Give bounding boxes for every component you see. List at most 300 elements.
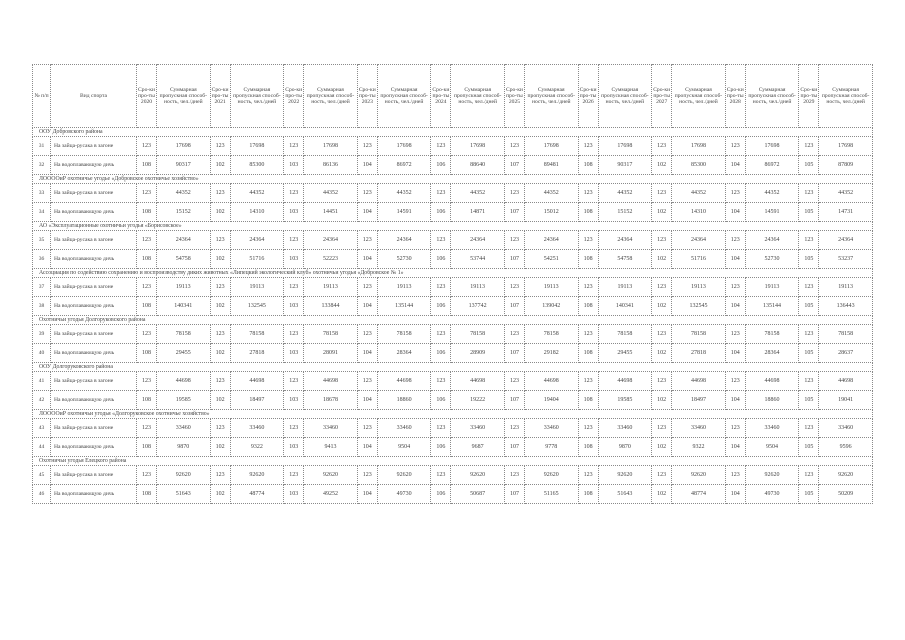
section-title: Ассоциация по содействию сохранению и воспроизводству диких животных «Липецкий экологический клуб» охотничьи угодья «Добровское № 1» [33, 269, 873, 278]
column-header: Сро-ки про-ты 2025 [504, 65, 524, 128]
section-title: ООУ Добровского района [33, 128, 873, 137]
section-title: ЛООООиР охотничье угодье «Добровское охотничье хозяйство» [33, 175, 873, 184]
capacity-cell: 19585 [598, 391, 652, 410]
section-title: Охотничьи угодья Долгоруковского района [33, 316, 873, 325]
term-cell: 123 [210, 466, 230, 485]
capacity-cell: 24364 [819, 231, 873, 250]
column-header: Сро-ки про-ты 2028 [725, 65, 745, 128]
capacity-cell: 135144 [377, 297, 431, 316]
table-row [33, 344, 873, 363]
sport-type: На зайца-русака в загоне [51, 184, 137, 203]
table-row [33, 250, 873, 269]
column-header: № п/п [33, 65, 51, 128]
term-cell: 108 [578, 203, 598, 222]
term-cell: 123 [799, 137, 819, 156]
term-cell: 123 [652, 372, 672, 391]
capacity-cell: 52223 [304, 250, 358, 269]
capacity-cell: 52730 [377, 250, 431, 269]
column-header: Суммарная пропускная способ-ность, чел./дней [304, 65, 358, 128]
capacity-cell: 44352 [745, 184, 799, 203]
sport-type: На водоплавающую дичь [51, 344, 137, 363]
term-cell: 105 [799, 485, 819, 504]
column-header: Вид спорта [51, 65, 137, 128]
term-cell: 123 [431, 231, 451, 250]
capacity-cell: 9504 [745, 438, 799, 457]
table-row [33, 438, 873, 457]
capacity-cell: 92620 [524, 466, 578, 485]
term-cell: 123 [137, 278, 157, 297]
term-cell: 123 [652, 184, 672, 203]
capacity-cell: 78158 [672, 325, 726, 344]
section-row [33, 175, 873, 184]
capacity-cell: 18497 [672, 391, 726, 410]
capacity-cell: 44698 [672, 372, 726, 391]
term-cell: 123 [725, 137, 745, 156]
term-cell: 107 [504, 485, 524, 504]
term-cell: 106 [431, 344, 451, 363]
row-number: 45 [33, 466, 51, 485]
term-cell: 102 [210, 344, 230, 363]
capacity-cell: 86136 [304, 156, 358, 175]
term-cell: 123 [431, 278, 451, 297]
capacity-cell: 136443 [819, 297, 873, 316]
document-page [32, 64, 872, 504]
term-cell: 104 [357, 297, 377, 316]
term-cell: 123 [431, 466, 451, 485]
term-cell: 103 [284, 297, 304, 316]
term-cell: 108 [137, 250, 157, 269]
table-row [33, 466, 873, 485]
term-cell: 102 [210, 156, 230, 175]
capacity-cell: 24364 [157, 231, 211, 250]
capacity-cell: 44698 [745, 372, 799, 391]
capacity-cell: 44352 [524, 184, 578, 203]
sport-type: На водоплавающую дичь [51, 391, 137, 410]
capacity-cell: 48774 [672, 485, 726, 504]
term-cell: 108 [578, 344, 598, 363]
sport-type: На водоплавающую дичь [51, 250, 137, 269]
capacity-cell: 49730 [377, 485, 431, 504]
capacity-cell: 33460 [819, 419, 873, 438]
column-header: Суммарная пропускная способ-ность, чел./дней [451, 65, 505, 128]
row-number: 38 [33, 297, 51, 316]
sport-type: На зайца-русака в загоне [51, 231, 137, 250]
term-cell: 123 [504, 278, 524, 297]
capacity-cell: 88640 [451, 156, 505, 175]
row-number: 35 [33, 231, 51, 250]
capacity-cell: 53744 [451, 250, 505, 269]
term-cell: 103 [284, 250, 304, 269]
column-header: Сро-ки про-ты 2024 [431, 65, 451, 128]
sport-type: На водоплавающую дичь [51, 297, 137, 316]
term-cell: 123 [578, 137, 598, 156]
capacity-cell: 50687 [451, 485, 505, 504]
table-row [33, 231, 873, 250]
capacity-cell: 85300 [672, 156, 726, 175]
term-cell: 123 [799, 231, 819, 250]
capacity-cell: 19113 [598, 278, 652, 297]
capacity-cell: 27818 [672, 344, 726, 363]
capacity-cell: 49252 [304, 485, 358, 504]
capacity-cell: 86972 [745, 156, 799, 175]
capacity-cell: 92620 [304, 466, 358, 485]
term-cell: 102 [652, 203, 672, 222]
term-cell: 102 [210, 485, 230, 504]
column-header: Сро-ки про-ты 2021 [210, 65, 230, 128]
term-cell: 123 [357, 231, 377, 250]
capacity-cell: 9596 [819, 438, 873, 457]
capacity-cell: 29455 [598, 344, 652, 363]
term-cell: 123 [210, 184, 230, 203]
capacity-cell: 92620 [745, 466, 799, 485]
table-body [33, 128, 873, 504]
capacity-cell: 17698 [672, 137, 726, 156]
term-cell: 104 [357, 344, 377, 363]
capacity-cell: 140341 [157, 297, 211, 316]
table-row [33, 156, 873, 175]
capacity-cell: 87809 [819, 156, 873, 175]
term-cell: 103 [284, 156, 304, 175]
term-cell: 123 [284, 419, 304, 438]
term-cell: 123 [284, 184, 304, 203]
capacity-cell: 18860 [377, 391, 431, 410]
term-cell: 123 [799, 419, 819, 438]
capacity-cell: 48774 [230, 485, 284, 504]
term-cell: 123 [725, 278, 745, 297]
capacity-cell: 44352 [157, 184, 211, 203]
term-cell: 123 [210, 278, 230, 297]
term-cell: 108 [137, 391, 157, 410]
term-cell: 102 [210, 297, 230, 316]
column-header: Сро-ки про-ты 2023 [357, 65, 377, 128]
table-row [33, 485, 873, 504]
term-cell: 102 [652, 438, 672, 457]
table-row [33, 325, 873, 344]
capacity-cell: 92620 [819, 466, 873, 485]
row-number: 36 [33, 250, 51, 269]
term-cell: 104 [357, 485, 377, 504]
capacity-cell: 78158 [304, 325, 358, 344]
term-cell: 106 [431, 297, 451, 316]
term-cell: 123 [137, 184, 157, 203]
capacity-cell: 44352 [230, 184, 284, 203]
term-cell: 123 [504, 325, 524, 344]
column-header: Сро-ки про-ты 2027 [652, 65, 672, 128]
capacity-cell: 17698 [230, 137, 284, 156]
capacity-cell: 19113 [745, 278, 799, 297]
term-cell: 102 [652, 250, 672, 269]
term-cell: 123 [137, 231, 157, 250]
section-row [33, 363, 873, 372]
capacity-cell: 44352 [304, 184, 358, 203]
term-cell: 123 [137, 325, 157, 344]
capacity-cell: 51643 [157, 485, 211, 504]
capacity-cell: 24364 [377, 231, 431, 250]
term-cell: 102 [652, 391, 672, 410]
term-cell: 123 [504, 137, 524, 156]
capacity-cell: 14871 [451, 203, 505, 222]
row-number: 42 [33, 391, 51, 410]
term-cell: 104 [725, 203, 745, 222]
row-number: 31 [33, 137, 51, 156]
capacity-cell: 33460 [598, 419, 652, 438]
capacity-cell: 14591 [745, 203, 799, 222]
term-cell: 105 [799, 250, 819, 269]
capacity-cell: 33460 [230, 419, 284, 438]
term-cell: 108 [578, 250, 598, 269]
term-cell: 123 [284, 278, 304, 297]
row-number: 32 [33, 156, 51, 175]
section-row [33, 269, 873, 278]
capacity-cell: 92620 [672, 466, 726, 485]
term-cell: 123 [137, 137, 157, 156]
term-cell: 108 [137, 485, 157, 504]
table-header-row [33, 65, 873, 128]
sport-type: На зайца-русака в загоне [51, 325, 137, 344]
capacity-cell: 19041 [819, 391, 873, 410]
column-header: Сро-ки про-ты 2029 [799, 65, 819, 128]
capacity-table [32, 64, 873, 504]
column-header: Суммарная пропускная способ-ность, чел./дней [230, 65, 284, 128]
row-number: 41 [33, 372, 51, 391]
capacity-cell: 140341 [598, 297, 652, 316]
capacity-cell: 9504 [377, 438, 431, 457]
capacity-cell: 54251 [524, 250, 578, 269]
capacity-cell: 19585 [157, 391, 211, 410]
term-cell: 103 [284, 438, 304, 457]
term-cell: 102 [652, 297, 672, 316]
row-number: 37 [33, 278, 51, 297]
term-cell: 108 [578, 156, 598, 175]
term-cell: 108 [578, 485, 598, 504]
term-cell: 105 [799, 391, 819, 410]
term-cell: 123 [357, 137, 377, 156]
row-number: 33 [33, 184, 51, 203]
capacity-cell: 9322 [672, 438, 726, 457]
capacity-cell: 19113 [451, 278, 505, 297]
term-cell: 123 [137, 372, 157, 391]
term-cell: 123 [799, 184, 819, 203]
capacity-cell: 17698 [745, 137, 799, 156]
capacity-cell: 44698 [230, 372, 284, 391]
capacity-cell: 15152 [598, 203, 652, 222]
capacity-cell: 52730 [745, 250, 799, 269]
term-cell: 107 [504, 391, 524, 410]
capacity-cell: 33460 [524, 419, 578, 438]
capacity-cell: 29455 [157, 344, 211, 363]
capacity-cell: 24364 [304, 231, 358, 250]
term-cell: 123 [799, 466, 819, 485]
capacity-cell: 44352 [819, 184, 873, 203]
term-cell: 123 [652, 137, 672, 156]
capacity-cell: 28909 [451, 344, 505, 363]
row-number: 40 [33, 344, 51, 363]
term-cell: 102 [652, 344, 672, 363]
capacity-cell: 9870 [157, 438, 211, 457]
term-cell: 104 [725, 485, 745, 504]
term-cell: 103 [284, 391, 304, 410]
capacity-cell: 78158 [524, 325, 578, 344]
table-row [33, 297, 873, 316]
capacity-cell: 17698 [157, 137, 211, 156]
capacity-cell: 85300 [230, 156, 284, 175]
capacity-cell: 28364 [377, 344, 431, 363]
section-title: ЛООООиР охотничьи угодья «Долгоруковское охотничье хозяйство» [33, 410, 873, 419]
table-row [33, 137, 873, 156]
term-cell: 107 [504, 438, 524, 457]
term-cell: 104 [357, 250, 377, 269]
capacity-cell: 15012 [524, 203, 578, 222]
table-row [33, 372, 873, 391]
capacity-cell: 14310 [230, 203, 284, 222]
capacity-cell: 51716 [230, 250, 284, 269]
term-cell: 105 [799, 438, 819, 457]
term-cell: 123 [799, 372, 819, 391]
term-cell: 106 [431, 391, 451, 410]
term-cell: 104 [725, 297, 745, 316]
capacity-cell: 19113 [524, 278, 578, 297]
capacity-cell: 44698 [304, 372, 358, 391]
capacity-cell: 135144 [745, 297, 799, 316]
capacity-cell: 18497 [230, 391, 284, 410]
column-header: Сро-ки про-ты 2020 [137, 65, 157, 128]
capacity-cell: 90317 [598, 156, 652, 175]
term-cell: 102 [652, 156, 672, 175]
sport-type: На зайца-русака в загоне [51, 137, 137, 156]
term-cell: 123 [431, 419, 451, 438]
column-header: Суммарная пропускная способ-ность, чел./дней [598, 65, 652, 128]
row-number: 39 [33, 325, 51, 344]
term-cell: 106 [431, 250, 451, 269]
table-row [33, 278, 873, 297]
term-cell: 123 [357, 372, 377, 391]
term-cell: 106 [431, 203, 451, 222]
term-cell: 104 [357, 203, 377, 222]
term-cell: 123 [431, 372, 451, 391]
term-cell: 123 [725, 466, 745, 485]
term-cell: 105 [799, 344, 819, 363]
capacity-cell: 78158 [230, 325, 284, 344]
term-cell: 103 [284, 344, 304, 363]
term-cell: 102 [210, 203, 230, 222]
capacity-cell: 33460 [451, 419, 505, 438]
capacity-cell: 44352 [598, 184, 652, 203]
table-row [33, 391, 873, 410]
term-cell: 123 [725, 372, 745, 391]
capacity-cell: 24364 [451, 231, 505, 250]
capacity-cell: 24364 [598, 231, 652, 250]
capacity-cell: 19113 [377, 278, 431, 297]
sport-type: На водоплавающую дичь [51, 485, 137, 504]
term-cell: 107 [504, 344, 524, 363]
column-header: Сро-ки про-ты 2026 [578, 65, 598, 128]
capacity-cell: 78158 [157, 325, 211, 344]
capacity-cell: 19113 [672, 278, 726, 297]
term-cell: 123 [578, 231, 598, 250]
section-row [33, 457, 873, 466]
term-cell: 123 [210, 419, 230, 438]
column-header: Суммарная пропускная способ-ность, чел./дней [745, 65, 799, 128]
sport-type: На зайца-русака в загоне [51, 419, 137, 438]
capacity-cell: 17698 [524, 137, 578, 156]
table-row [33, 419, 873, 438]
term-cell: 102 [210, 438, 230, 457]
term-cell: 106 [431, 156, 451, 175]
column-header: Суммарная пропускная способ-ность, чел./дней [157, 65, 211, 128]
term-cell: 123 [357, 419, 377, 438]
term-cell: 123 [284, 372, 304, 391]
capacity-cell: 17698 [598, 137, 652, 156]
capacity-cell: 9322 [230, 438, 284, 457]
term-cell: 108 [137, 438, 157, 457]
capacity-cell: 14591 [377, 203, 431, 222]
capacity-cell: 33460 [672, 419, 726, 438]
term-cell: 108 [137, 297, 157, 316]
term-cell: 123 [137, 466, 157, 485]
term-cell: 123 [210, 231, 230, 250]
term-cell: 104 [725, 438, 745, 457]
term-cell: 123 [504, 466, 524, 485]
sport-type: На зайца-русака в загоне [51, 278, 137, 297]
term-cell: 123 [652, 466, 672, 485]
term-cell: 102 [652, 485, 672, 504]
term-cell: 123 [578, 466, 598, 485]
column-header: Суммарная пропускная способ-ность, чел./дней [524, 65, 578, 128]
term-cell: 105 [799, 203, 819, 222]
term-cell: 123 [137, 419, 157, 438]
term-cell: 108 [137, 203, 157, 222]
term-cell: 123 [504, 184, 524, 203]
term-cell: 107 [504, 156, 524, 175]
capacity-cell: 50209 [819, 485, 873, 504]
section-title: Охотничьи угодья Елецкого района [33, 457, 873, 466]
capacity-cell: 14731 [819, 203, 873, 222]
sport-type: На зайца-русака в загоне [51, 466, 137, 485]
capacity-cell: 54758 [598, 250, 652, 269]
capacity-cell: 24364 [672, 231, 726, 250]
capacity-cell: 49730 [745, 485, 799, 504]
term-cell: 123 [799, 278, 819, 297]
term-cell: 108 [578, 391, 598, 410]
section-row [33, 316, 873, 325]
sport-type: На водоплавающую дичь [51, 156, 137, 175]
column-header: Суммарная пропускная способ-ность, чел./дней [819, 65, 873, 128]
capacity-cell: 78158 [451, 325, 505, 344]
capacity-cell: 33460 [745, 419, 799, 438]
term-cell: 123 [578, 419, 598, 438]
term-cell: 123 [284, 466, 304, 485]
capacity-cell: 19222 [451, 391, 505, 410]
capacity-cell: 132545 [230, 297, 284, 316]
term-cell: 123 [284, 325, 304, 344]
capacity-cell: 78158 [745, 325, 799, 344]
term-cell: 123 [504, 419, 524, 438]
term-cell: 123 [578, 325, 598, 344]
term-cell: 105 [799, 297, 819, 316]
term-cell: 104 [725, 250, 745, 269]
term-cell: 107 [504, 297, 524, 316]
term-cell: 123 [578, 278, 598, 297]
sport-type: На водоплавающую дичь [51, 203, 137, 222]
capacity-cell: 24364 [524, 231, 578, 250]
term-cell: 123 [210, 325, 230, 344]
capacity-cell: 44352 [451, 184, 505, 203]
section-row [33, 128, 873, 137]
capacity-cell: 19113 [157, 278, 211, 297]
table-row [33, 184, 873, 203]
term-cell: 104 [357, 156, 377, 175]
term-cell: 106 [431, 485, 451, 504]
